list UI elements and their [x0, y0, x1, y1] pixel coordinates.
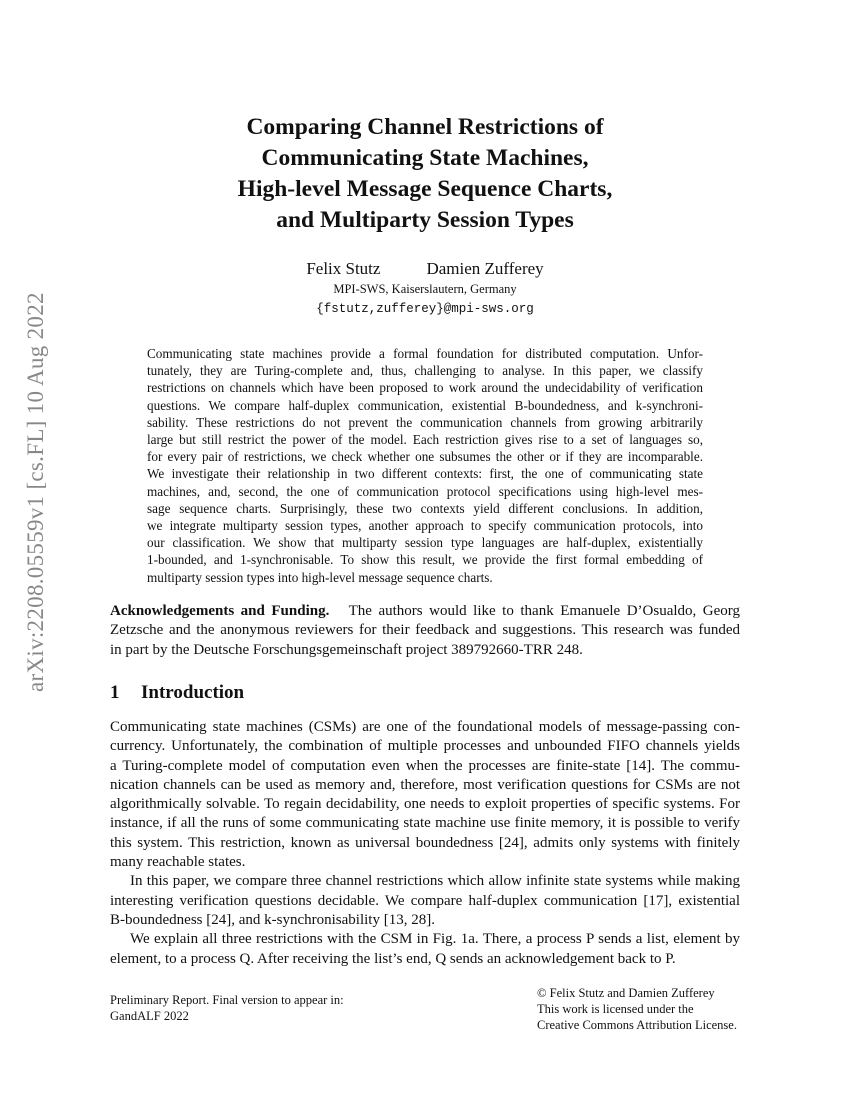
- title-line: Comparing Channel Restrictions of: [246, 114, 604, 140]
- abstract-line: sage sequence charts. Surprisingly, these two contexts yield different conclusions. In addition,: [147, 500, 703, 516]
- abstract-line: restrictions on channels which have been proposed to work around the undecidability of verification: [147, 380, 703, 396]
- section-title: Introduction: [141, 682, 245, 703]
- ack-text: The authors would like to thank Emanuele D’Osualdo, Georg: [348, 603, 741, 619]
- footer-license-note: [537, 985, 767, 1033]
- ack-heading: Acknowledgements and Funding.: [110, 603, 330, 619]
- abstract-line: questions. We compare half-duplex communication, existential B-boundedness, and k-synchroni-: [147, 397, 703, 413]
- intro-line: We explain all three restrictions with the CSM in Fig. 1a. There, a process P sends a list, element by: [130, 931, 740, 948]
- intro-line: algorithmically solvable. To regain decidability, one needs to exploit properties of specific systems. For: [110, 796, 740, 813]
- intro-line: instance, if all the runs of some communicating state machine use finite memory, it is possible to verify: [110, 815, 740, 832]
- title-line: and Multiparty Session Types: [276, 207, 574, 233]
- author-affiliation: MPI-SWS, Kaiserslautern, Germany: [333, 282, 517, 296]
- abstract-line: 1-bounded, and 1-synchronisable. To show this result, we provide the first formal embedding of: [147, 552, 703, 568]
- intro-line: many reachable states.: [110, 854, 246, 871]
- intro-line: currency. Unfortunately, the combination of multiple processes and unbounded FIFO channels yields: [110, 738, 740, 755]
- intro-line: In this paper, we compare three channel restrictions which allow infinite state systems while making: [130, 873, 740, 890]
- author-name: Felix Stutz: [306, 259, 381, 278]
- paper-title: [150, 112, 700, 236]
- abstract: [147, 345, 703, 586]
- footer-publication-note: [110, 992, 440, 1024]
- abstract-line: Communicating state machines provide a formal foundation for distributed computation. Unfor-: [147, 346, 703, 361]
- ack-line: Zetzsche and the anonymous reviewers for their feedback and suggestions. This research was funded: [110, 622, 740, 639]
- author-list: [150, 258, 700, 280]
- intro-line: nication channels can be used as memory and, therefore, most verification questions for CSMs are not: [110, 776, 740, 793]
- intro-line: Communicating state machines (CSMs) are one of the foundational models of message-passing con-: [110, 719, 740, 735]
- abstract-line: multiparty session types into high-level message sequence charts.: [147, 569, 493, 585]
- abstract-line: We investigate their relationship in two different contexts: first, the one of communicating state: [147, 466, 703, 482]
- footer-line: Creative Commons Attribution License.: [537, 1018, 737, 1032]
- footer-line: GandALF 2022: [110, 1009, 189, 1023]
- title-line: High-level Message Sequence Charts,: [237, 176, 613, 202]
- title-line: Communicating State Machines,: [261, 145, 589, 171]
- abstract-line: large but still restrict the power of the model. Each restriction gives rise to a set of languages so,: [147, 432, 703, 448]
- abstract-line: we integrate multiparty session types, another approach to specify communication protocols, into: [147, 518, 703, 534]
- abstract-line: our classification. We show that multiparty session type languages are half-duplex, existentially: [147, 535, 703, 551]
- section-heading: [110, 681, 740, 705]
- intro-line: B-boundedness [24], and k-synchronisability [13, 28].: [110, 911, 435, 928]
- section-number: 1: [110, 682, 120, 703]
- intro-line: element, to a process Q. After receiving the list’s end, Q sends an acknowledgement back to P.: [110, 950, 676, 967]
- arxiv-identifier-stamp: arXiv:2208.05559v1 [cs.FL] 10 Aug 2022: [23, 292, 48, 692]
- acknowledgements: [110, 602, 740, 660]
- ack-line: in part by the Deutsche Forschungsgemeinschaft project 389792660-TRR 248.: [110, 641, 583, 658]
- footer-line: Preliminary Report. Final version to appear in:: [110, 993, 344, 1007]
- abstract-line: machines, and, second, the one of communication protocol specifications using high-level mes-: [147, 483, 703, 499]
- ack-line: [110, 602, 740, 621]
- footer-line: © Felix Stutz and Damien Zufferey: [537, 986, 715, 1000]
- intro-line: this system. This restriction, known as universal boundedness [24], admits only systems with finitely: [110, 834, 740, 851]
- author-email: {fstutz,zufferey}@mpi-sws.org: [316, 302, 534, 316]
- intro-line: a Turing-complete model of computation even when the processes are finite-state [14]. The commu-: [110, 757, 740, 774]
- abstract-line: for every pair of restrictions, we check whether one subsumes the other or if they are incomparable.: [147, 449, 703, 465]
- author-name: Damien Zufferey: [426, 259, 544, 278]
- abstract-line: tunately, they are Turing-complete and, thus, challenging to analyse. In this paper, we classify: [147, 363, 703, 379]
- footer-line: This work is licensed under the: [537, 1002, 694, 1016]
- intro-line: interesting verification questions decidable. We compare half-duplex communication [17], existential: [110, 892, 740, 909]
- introduction-body: [110, 718, 740, 969]
- abstract-line: sability. These restrictions do not prevent the communication channels from growing arbitrarily: [147, 414, 703, 430]
